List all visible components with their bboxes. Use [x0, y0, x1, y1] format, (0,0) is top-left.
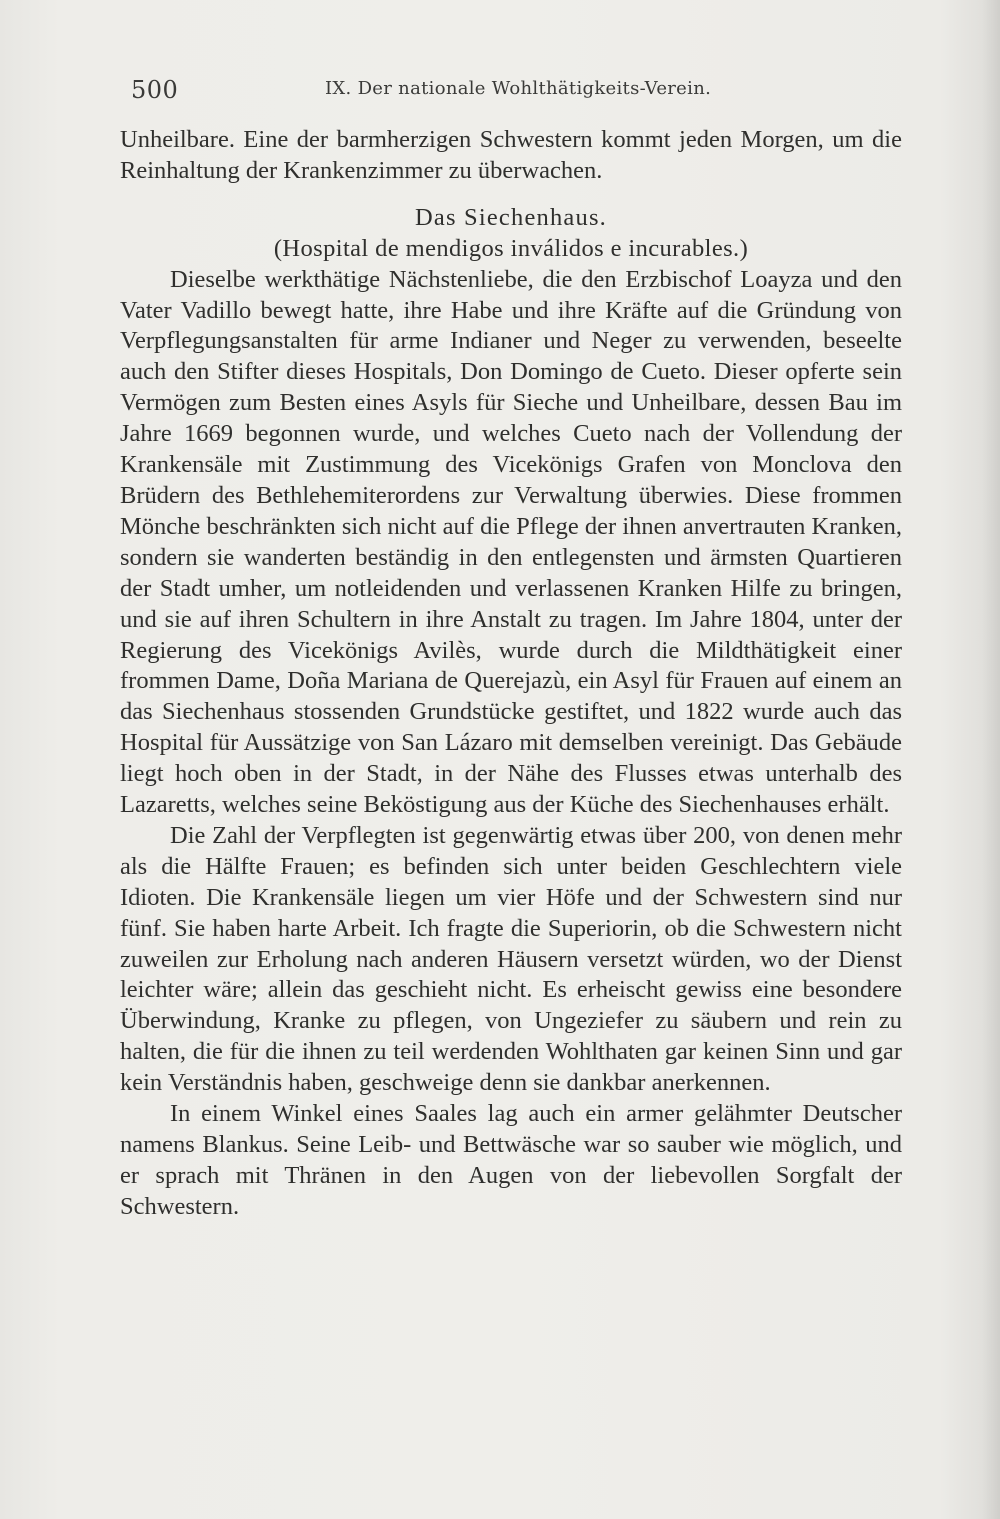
paragraph-2: Die Zahl der Verpflegten ist gegenwärtig etwas über 200, von denen mehr als die Hälfte Frauen; es befinden sich unter beiden Geschlechtern viele Idioten. Die Krankensäle liegen um vier Höfe und der Schwestern sind nur fünf. Sie haben harte Arbeit. Ich fragte die Superiorin, ob die Schwestern nicht zuweilen zur Erholung nach anderen Häusern versetzt würden, wo der Dienst leichter wäre; allein das geschieht nicht. Es erheischt gewiss eine besondere Überwindung, Kranke zu pflegen, von Ungeziefer zu säubern und rein zu halten, die für die ihnen zu teil werdenden Wohlthaten gar keinen Sinn und gar kein Verständnis haben, geschweige denn sie dankbar anerkennen.: [120, 821, 902, 1097]
page-header: [125, 72, 905, 108]
section-subtitle: (Hospital de mendigos inválidos e incurables.): [273, 234, 749, 262]
body-text: [120, 125, 902, 1223]
paragraph-continued: Unheilbare. Eine der barmherzigen Schwestern kommt jeden Morgen, um die Reinhaltung der Krankenzimmer zu überwachen.: [120, 126, 902, 184]
running-head: IX. Der nationale Wohlthätigkeits-Verein.: [325, 78, 712, 99]
section-title: Das Siechenhaus.: [414, 203, 608, 231]
paragraph-3: In einem Winkel eines Saales lag auch ein armer gelähmter Deutscher namens Blankus. Seine Leib- und Bettwäsche war so sauber wie möglich, und er sprach mit Thränen in den Augen von der liebevollen Sorgfalt der Schwestern.: [120, 1100, 902, 1220]
paragraph-1: Dieselbe werkthätige Nächstenliebe, die den Erzbischof Loayza und den Vater Vadillo bewegt hatte, ihre Habe und ihre Kräfte auf die Gründung von Verpflegungsanstalten für arme Indianer und Neger zu verwenden, beseelte auch den Stifter dieses Hospitals, Don Domingo de Cueto. Dieser opferte sein Vermögen zum Besten eines Asyls für Sieche und Unheilbare, dessen Bau im Jahre 1669 begonnen wurde, und welches Cueto nach der Vollendung der Krankensäle mit Zustimmung des Vicekönigs Grafen von Monclova den Brüdern des Bethlehemiterordens zur Verwaltung überwies. Diese frommen Mönche beschränkten sich nicht auf die Pflege der ihnen anvertrauten Kranken, sondern sie wanderten beständig in den entlegensten und ärmsten Quartieren der Stadt umher, um notleidenden und verlassenen Kranken Hilfe zu bringen, und sie auf ihren Schultern in ihre Anstalt zu tragen. Im Jahre 1804, unter der Regierung des Vicekönigs Avilès, wurde durch die Mildthätigkeit einer frommen Dame, Doña Mariana de Querejazù, ein Asyl für Frauen auf einem an das Siechenhaus stossenden Grundstücke gestiftet, und 1822 wurde auch das Hospital für Aussätzige von San Lázaro mit demselben vereinigt. Das Gebäude liegt hoch oben in der Stadt, in der Nähe des Flusses etwas unterhalb des Lazaretts, welches seine Beköstigung aus der Küche des Siechenhauses erhält.: [120, 265, 902, 819]
page-edge-shadow: [982, 0, 1000, 1519]
page-number: 500: [131, 76, 179, 104]
